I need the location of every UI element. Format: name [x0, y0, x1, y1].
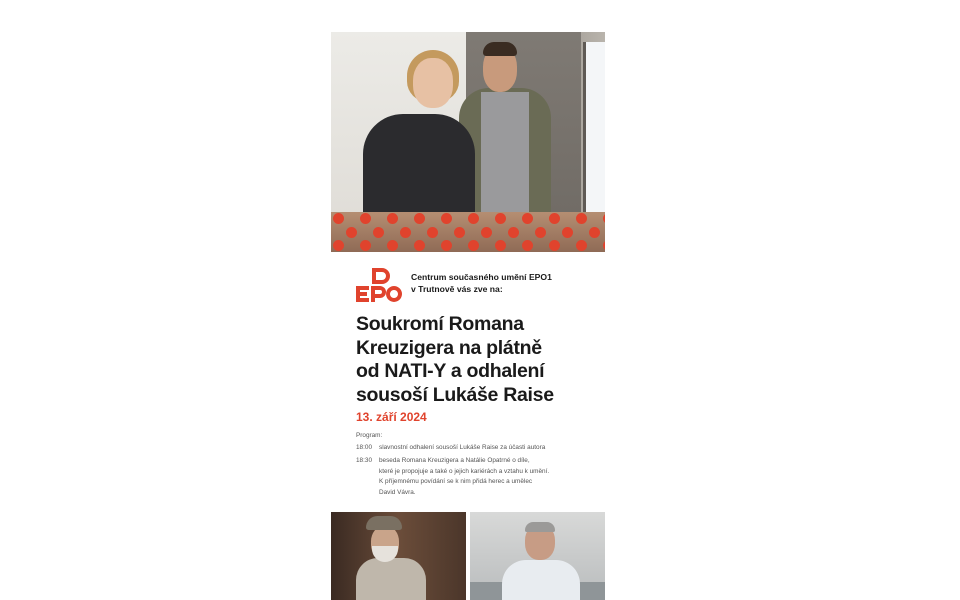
decorative-dot: [549, 240, 560, 251]
decorative-dot: [373, 227, 384, 238]
bottom-right-photo-man: [470, 512, 605, 600]
decorative-dot: [454, 227, 465, 238]
title-line: sousoší Lukáše Raise: [356, 383, 554, 406]
decorative-dot: [481, 227, 492, 238]
decorative-dot: [589, 227, 600, 238]
decorative-dot: [414, 213, 425, 224]
program-text: [379, 456, 569, 498]
program-text: [379, 443, 569, 454]
decorative-dot: [535, 227, 546, 238]
program-line: které je propojuje a také o jejich kariérách a vztahu k umění.: [379, 467, 550, 475]
event-date: 13. září 2024: [356, 410, 427, 424]
decorative-dot: [360, 240, 371, 251]
program-time: 18:00: [356, 444, 372, 451]
decorative-dot: [414, 240, 425, 251]
decorative-dot: [468, 240, 479, 251]
decorative-dot: [441, 213, 452, 224]
decorative-dots-row-2: [331, 227, 605, 241]
decorative-dots-row-3: [331, 240, 605, 254]
epo1-logo: [356, 268, 402, 302]
program-line: David Vávra.: [379, 488, 416, 496]
decorative-dot: [576, 213, 587, 224]
title-line: Soukromí Romana: [356, 313, 524, 335]
host-header: [356, 268, 596, 306]
invitation-poster: [331, 32, 605, 600]
decorative-dot: [468, 213, 479, 224]
host-invitation-text: [411, 271, 601, 295]
decorative-dot: [400, 227, 411, 238]
decorative-dot: [495, 213, 506, 224]
decorative-dot: [333, 240, 344, 251]
decorative-dot: [508, 227, 519, 238]
decorative-dot: [387, 240, 398, 251]
decorative-dot: [495, 240, 506, 251]
decorative-dot: [549, 213, 560, 224]
decorative-dot: [333, 213, 344, 224]
decorative-dot: [603, 213, 605, 224]
title-line: Kreuzigera na plátně: [356, 336, 542, 359]
decorative-dot: [562, 227, 573, 238]
decorative-dot: [360, 213, 371, 224]
decorative-dots-row-1: [331, 213, 605, 227]
host-line-2: v Trutnově vás zve na:: [411, 284, 503, 294]
host-line-1: Centrum současného umění EPO1: [411, 272, 552, 282]
decorative-dot: [576, 240, 587, 251]
decorative-dot: [603, 240, 605, 251]
decorative-dot: [346, 227, 357, 238]
program-line: beseda Romana Kreuzigera a Natálie Opatrné o díle,: [379, 457, 530, 464]
decorative-dot: [441, 240, 452, 251]
title-line: od NATI-Y a odhalení: [356, 360, 545, 382]
decorative-dot: [522, 240, 533, 251]
decorative-dot: [387, 213, 398, 224]
event-title: [356, 313, 596, 407]
program-time: 18:30: [356, 457, 372, 464]
decorative-dot: [427, 227, 438, 238]
bottom-left-photo-artist: [331, 512, 466, 600]
decorative-dot: [522, 213, 533, 224]
program-label: Program:: [356, 432, 383, 439]
program-line: K příjemnému povídání se k nim přidá herec a umělec: [379, 478, 533, 485]
program-line: slavnostní odhalení sousoší Lukáše Raise za účasti autora: [379, 444, 546, 451]
